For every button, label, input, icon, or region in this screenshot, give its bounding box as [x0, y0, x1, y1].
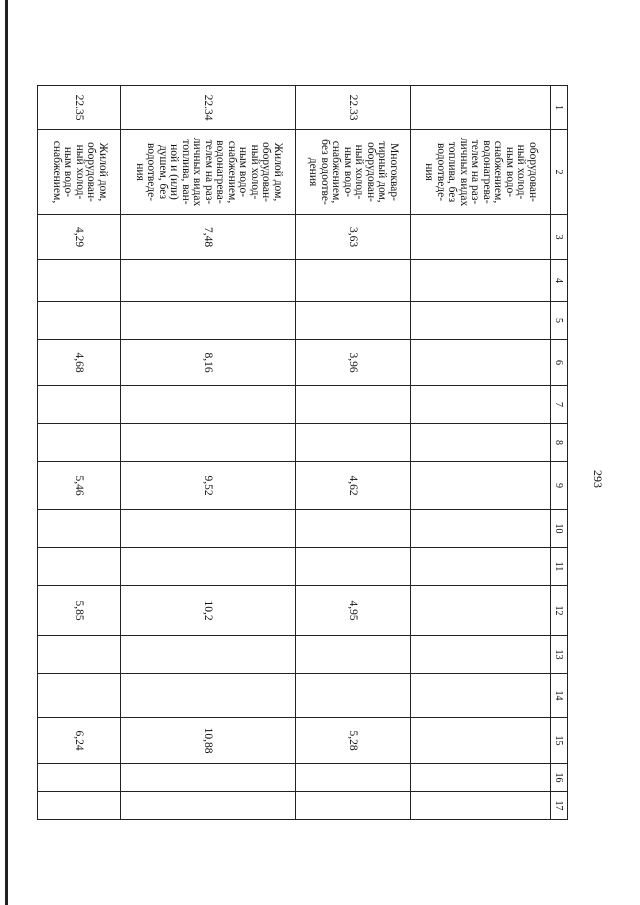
description-line: топлива, ван- — [179, 139, 192, 205]
value-cell — [411, 764, 551, 792]
header-cell: 13 — [551, 636, 568, 674]
value-cell: 10,88 — [121, 718, 296, 764]
header-cell: 4 — [551, 260, 568, 302]
value-cell: 3,96 — [296, 340, 411, 386]
description-line: личных видах — [191, 137, 204, 207]
row-code: 22.34 — [121, 86, 296, 130]
description-line: ния — [133, 163, 146, 181]
value-cell — [296, 764, 411, 792]
description-line: телем на раз- — [202, 139, 215, 205]
description-line: оборудован- — [260, 142, 273, 202]
value-cell: 4,68 — [38, 340, 121, 386]
description-line: ный холод- — [353, 144, 366, 200]
description-line: дения — [307, 157, 320, 187]
value-cell — [411, 510, 551, 548]
value-cell — [411, 586, 551, 636]
header-cell: 5 — [551, 302, 568, 340]
description-line: водонагрева- — [481, 140, 493, 204]
row-description — [411, 130, 551, 215]
header-row — [551, 86, 568, 820]
description-line: ным водо- — [504, 146, 516, 198]
value-cell: 3,63 — [296, 215, 411, 260]
row-description — [38, 130, 121, 215]
value-cell — [121, 424, 296, 462]
row-code: 22.33 — [296, 86, 411, 130]
description-line: Жилой дом, — [96, 142, 109, 202]
row-description — [121, 130, 296, 215]
description-line: ния — [423, 163, 436, 181]
value-cell — [411, 718, 551, 764]
description-line: ным водо- — [62, 146, 75, 198]
value-cell — [38, 636, 121, 674]
value-cell — [38, 510, 121, 548]
value-cell — [296, 386, 411, 424]
header-cell: 1 — [551, 86, 568, 130]
description-line: оборудован- — [365, 142, 377, 202]
value-cell — [411, 260, 551, 302]
table-row — [411, 86, 551, 820]
description-line: ным водо- — [237, 146, 250, 198]
header-cell: 3 — [551, 215, 568, 260]
value-cell: 4,62 — [296, 462, 411, 510]
description-line: ным водо- — [342, 146, 354, 198]
value-cell — [411, 792, 551, 820]
value-cell: 7,48 — [121, 215, 296, 260]
value-cell — [296, 792, 411, 820]
description-line: оборудован- — [85, 142, 98, 202]
description-line: водонагрева- — [214, 140, 227, 204]
value-cell: 10,2 — [121, 586, 296, 636]
header-cell: 9 — [551, 462, 568, 510]
description-line: водоотведе- — [435, 142, 447, 202]
value-cell — [296, 548, 411, 586]
table-row — [121, 86, 296, 820]
description-line: личных видах — [458, 137, 470, 207]
description-line: ный холод- — [73, 144, 86, 200]
value-cell — [38, 764, 121, 792]
value-cell — [411, 424, 551, 462]
header-cell: 6 — [551, 340, 568, 386]
description-line: ный холод- — [248, 144, 261, 200]
value-cell — [121, 302, 296, 340]
value-cell: 5,46 — [38, 462, 121, 510]
value-cell: 5,28 — [296, 718, 411, 764]
value-cell — [38, 424, 121, 462]
description-line: душем, без — [156, 144, 169, 200]
value-cell — [38, 674, 121, 718]
description-line: тирный дом, — [376, 141, 389, 203]
value-cell — [296, 636, 411, 674]
value-cell: 9,52 — [121, 462, 296, 510]
row-code: 22.35 — [38, 86, 121, 130]
header-cell: 12 — [551, 586, 568, 636]
value-cell: 5,85 — [38, 586, 121, 636]
value-cell — [296, 424, 411, 462]
value-cell — [411, 548, 551, 586]
header-cell: 16 — [551, 764, 568, 792]
description-line: Жилой дом, — [271, 142, 284, 202]
value-cell: 4,95 — [296, 586, 411, 636]
description-line: снабжением, — [330, 140, 343, 204]
value-cell — [411, 302, 551, 340]
description-line: снабжением, — [50, 140, 63, 204]
value-cell — [121, 548, 296, 586]
value-cell — [411, 386, 551, 424]
description-line: телем на раз- — [469, 139, 482, 205]
description-line: ной и (или) — [168, 144, 181, 200]
row-description — [296, 130, 411, 215]
table-row — [296, 86, 411, 820]
header-cell: 14 — [551, 674, 568, 718]
value-cell — [121, 674, 296, 718]
value-cell — [38, 548, 121, 586]
value-cell — [121, 636, 296, 674]
table-row — [38, 86, 121, 820]
row-code — [411, 86, 551, 130]
value-cell — [121, 260, 296, 302]
value-cell — [296, 302, 411, 340]
description-line: снабжением, — [492, 140, 505, 204]
header-cell: 2 — [551, 130, 568, 215]
description-line: снабжением, — [225, 140, 238, 204]
bottom-rule — [5, 0, 8, 905]
value-cell: 6,24 — [38, 718, 121, 764]
tariff-table — [37, 85, 568, 820]
value-cell — [411, 462, 551, 510]
header-cell: 8 — [551, 424, 568, 462]
value-cell — [121, 386, 296, 424]
value-cell — [121, 792, 296, 820]
header-cell: 15 — [551, 718, 568, 764]
description-line: ный холод- — [515, 144, 528, 200]
value-cell — [38, 302, 121, 340]
value-cell: 8,16 — [121, 340, 296, 386]
value-cell — [411, 636, 551, 674]
value-cell — [411, 215, 551, 260]
description-line: Многоквар- — [388, 143, 400, 201]
value-cell — [38, 260, 121, 302]
header-cell: 10 — [551, 510, 568, 548]
header-cell: 17 — [551, 792, 568, 820]
value-cell — [121, 764, 296, 792]
description-line: оборудован- — [527, 142, 539, 202]
description-line: без водоотве- — [319, 139, 331, 205]
value-cell — [296, 674, 411, 718]
value-cell — [296, 260, 411, 302]
header-cell: 7 — [551, 386, 568, 424]
value-cell — [121, 510, 296, 548]
page-number: 293 — [591, 470, 605, 488]
value-cell — [38, 386, 121, 424]
value-cell — [411, 674, 551, 718]
value-cell — [411, 340, 551, 386]
value-cell — [38, 792, 121, 820]
value-cell: 4,29 — [38, 215, 121, 260]
header-cell: 11 — [551, 548, 568, 586]
description-line: топлива, без — [446, 141, 459, 203]
description-line: водоотведе- — [145, 142, 158, 202]
value-cell — [296, 510, 411, 548]
